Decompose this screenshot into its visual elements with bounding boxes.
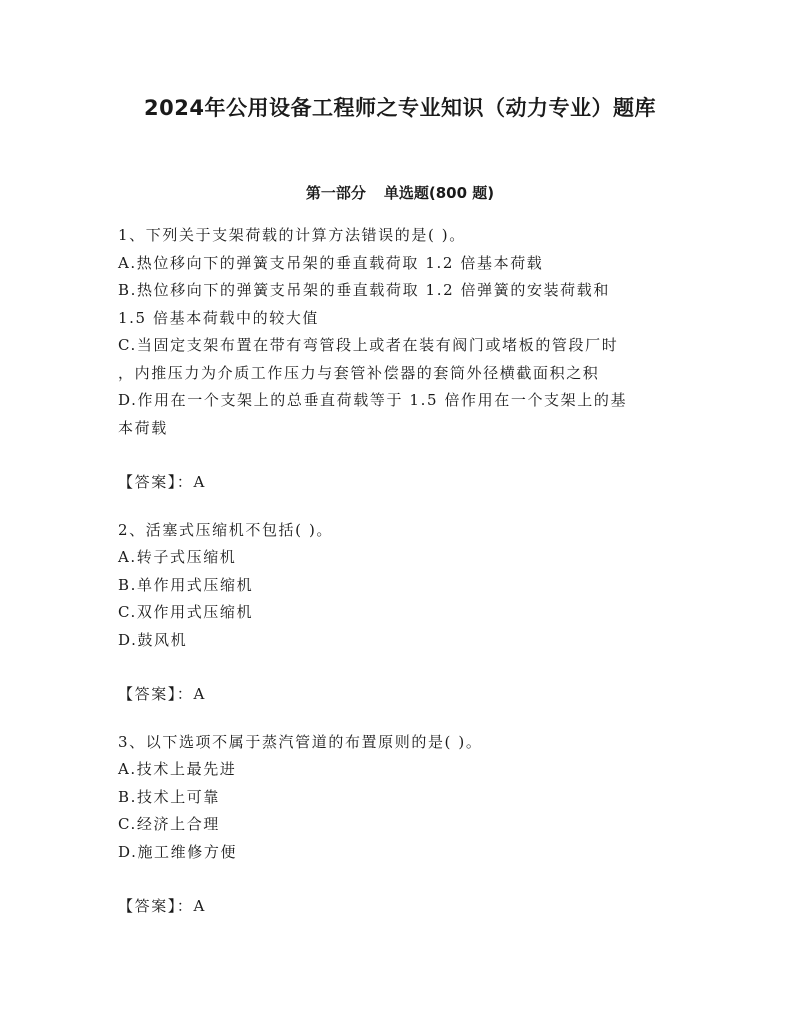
option-line: ，内推压力为介质工作压力与套管补偿器的套筒外径横截面积之积 bbox=[118, 363, 600, 382]
question-list bbox=[118, 222, 678, 941]
section-type: 单选题(800 题) bbox=[383, 184, 495, 202]
option-line: 1.5 倍基本荷载中的较大值 bbox=[118, 308, 320, 327]
option-line: B.单作用式压缩机 bbox=[118, 575, 254, 594]
option-line: B.热位移向下的弹簧支吊架的垂直载荷取 1.2 倍弹簧的安装荷载和 bbox=[118, 281, 610, 299]
option-line: D.鼓风机 bbox=[118, 630, 188, 649]
option-line: C.当固定支架布置在带有弯管段上或者在装有阀门或堵板的管段厂时 bbox=[118, 336, 619, 354]
question-3 bbox=[118, 729, 678, 921]
question-line: 2、活塞式压缩机不包括( )。 bbox=[118, 520, 334, 539]
option-line: B.技术上可靠 bbox=[118, 787, 220, 806]
option-line: D.施工维修方便 bbox=[118, 842, 238, 861]
section-part: 第一部分 bbox=[305, 184, 366, 202]
question-line: 3、以下选项不属于蒸汽管道的布置原则的是( )。 bbox=[118, 732, 483, 751]
answer: 【答案】：A bbox=[118, 473, 206, 491]
section-heading bbox=[0, 182, 800, 203]
question-line: 1、下列关于支架荷载的计算方法错误的是( )。 bbox=[118, 226, 466, 244]
question-1 bbox=[118, 222, 678, 497]
answer: 【答案】：A bbox=[118, 685, 206, 703]
option-line: C.经济上合理 bbox=[118, 815, 220, 833]
question-2 bbox=[118, 517, 678, 709]
option-line: 本荷载 bbox=[118, 418, 168, 437]
page-title: 2024年公用设备工程师之专业知识（动力专业）题库 bbox=[144, 96, 656, 120]
option-line: A.转子式压缩机 bbox=[118, 548, 237, 566]
answer: 【答案】：A bbox=[118, 897, 206, 915]
option-line: C.双作用式压缩机 bbox=[118, 603, 254, 621]
option-line: A.技术上最先进 bbox=[118, 760, 237, 778]
option-line: D.作用在一个支架上的总垂直荷载等于 1.5 倍作用在一个支架上的基 bbox=[118, 391, 628, 409]
option-line: A.热位移向下的弹簧支吊架的垂直载荷取 1.2 倍基本荷载 bbox=[118, 253, 544, 272]
